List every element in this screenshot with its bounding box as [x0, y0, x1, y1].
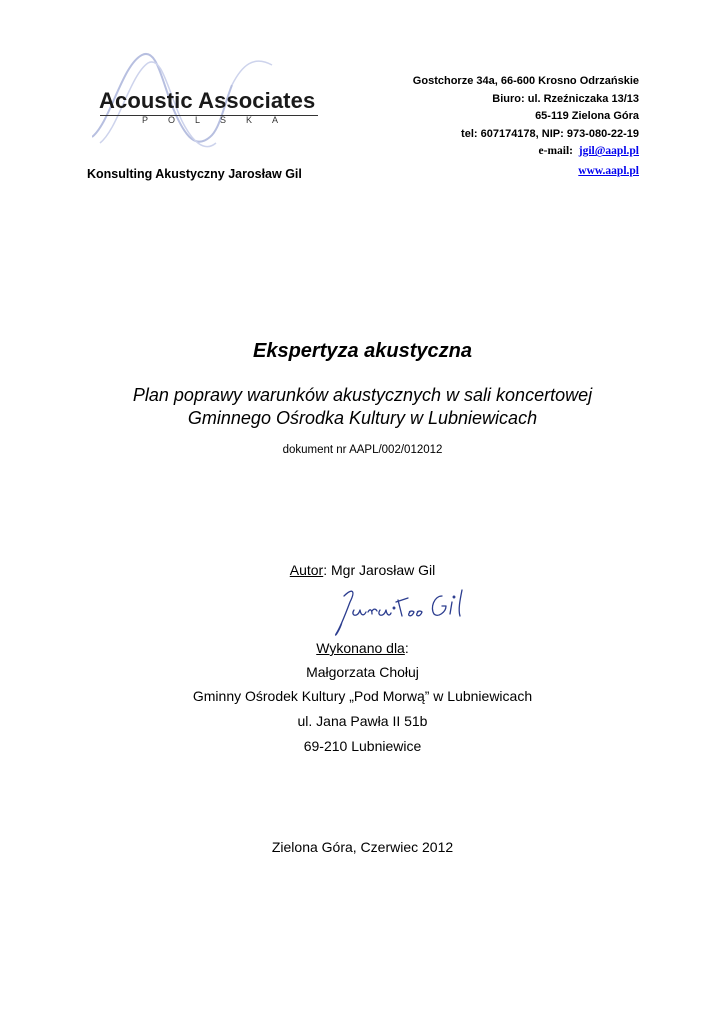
client-street: ul. Jana Pawła II 51b [297, 713, 428, 729]
document-subtitle [0, 384, 725, 430]
author-line [0, 562, 725, 578]
place-and-date: Zielona Góra, Czerwiec 2012 [271, 839, 454, 855]
client-label: Wykonano dla [316, 640, 405, 656]
client-city: 69-210 Lubniewice [303, 738, 422, 754]
subtitle-line-1: Plan poprawy warunków akustycznych w sali koncertowej [132, 385, 593, 405]
company-logo [92, 45, 332, 165]
author-name: : Mgr Jarosław Gil [323, 562, 436, 578]
document-number: dokument nr AAPL/002/012012 [282, 444, 443, 456]
address-line-4: tel: 607174178, NIP: 973-080-22-19 [461, 127, 639, 140]
email-link[interactable]: jgil@aapl.pl [578, 145, 639, 158]
author-label: Autor [289, 562, 324, 578]
address-line-1: Gostchorze 34a, 66-600 Krosno Odrzańskie [412, 75, 639, 87]
email-line [413, 143, 639, 161]
client-label-suffix: : [404, 640, 409, 656]
client-name: Małgorzata Chołuj [306, 664, 419, 680]
website-link[interactable]: www.aapl.pl [578, 164, 639, 177]
website-line [413, 163, 639, 181]
address-block [413, 73, 639, 181]
client-label-line [0, 640, 725, 656]
address-line-2: Biuro: ul. Rzeźniczaka 13/13 [492, 92, 639, 105]
address-line-3: 65-119 Zielona Góra [535, 110, 639, 123]
client-organization: Gminny Ośrodek Kultury „Pod Morwą” w Lubniewicach [192, 688, 533, 704]
company-name: Konsulting Akustyczny Jarosław Gil [87, 167, 302, 181]
author-signature [330, 582, 470, 638]
subtitle-line-2: Gminnego Ośrodka Kultury w Lubniewicach [187, 408, 538, 428]
logo-name: Acoustic Associates [99, 88, 316, 113]
logo-subtitle: POLSKA [141, 115, 299, 125]
document-title: Ekspertyza akustyczna [252, 340, 472, 362]
email-label: e-mail: [538, 145, 574, 158]
